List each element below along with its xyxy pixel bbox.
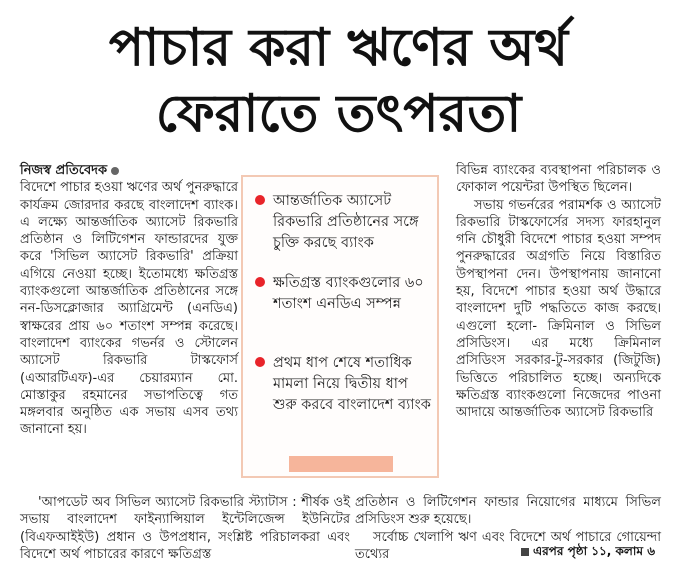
article-text-column-3-para-1: বিভিন্ন ব্যাংকের ব্যবস্থাপনা পরিচালক ও ফোকাল পয়েন্টরা উপস্থিত ছিলেন। <box>456 163 661 196</box>
square-icon <box>521 548 529 556</box>
article-text-column-1: বিদেশে পাচার হওয়া ঋণের অর্থ পুনরুদ্ধারে কার্যক্রম জোরদার করছে বাংলাদেশ ব্যাংক। এ লক্ষ্যে আন্তর্জাতিক অ্যাসেট রিকভারি প্রতিষ্ঠান ও লিটিগেশন ফান্ডারদের যুক্ত করে 'সিভিল অ্যাসেট রিকভারি' প্রক্রিয়া এগিয়ে নেওয়া হচ্ছে। ইতোমধ্যে ক্ষতিগ্রস্ত ব্যাংকগুলো আন্তর্জাতিক প্রতিষ্ঠানের সঙ্গে নন-ডিসক্লোজার অ্যাগ্রিমেন্ট (এনডিএ) স্বাক্ষরের প্রায় ৬০ শতাংশ সম্পন্ন করেছে। বাংলাদেশ ব্যাংকের গভর্নর ও স্টোলেন অ্যাসেট রিকভারি টাস্কফোর্স (এআরটিএফ)-এর চেয়ারম্যান মো. মোস্তাকুর রহমানের সভাপতিত্বে গত মঙ্গলবার অনুষ্ঠিত এক সভায় এসব তথ্য জানানো হয়। <box>20 180 238 438</box>
continued-on-page: এরপর পৃষ্ঠা ১১, কলাম ৬ <box>521 543 655 563</box>
bullet-icon <box>255 277 265 287</box>
decorative-bar <box>289 456 393 472</box>
bullet-icon <box>255 357 265 367</box>
headline-line-2: ফেরাতে তৎপরতা <box>155 84 522 144</box>
byline: নিজস্ব প্রতিবেদক <box>20 163 108 178</box>
bottom-right-para-2: সর্বোচ্চ খেলাপি ঋণ এবং বিদেশে অর্থ পাচারে গোয়েন্দা তথ্যের <box>355 529 661 562</box>
highlight-item: ক্ষতিগ্রস্ত ব্যাংকগুলোর ৬০ শতাংশ এনডিএ সম্পন্ন <box>257 273 433 315</box>
bullet-icon <box>255 195 265 205</box>
highlight-item: প্রথম ধাপ শেষে শতাধিক মামলা নিয়ে দ্বিতীয় ধাপ শুরু করবে বাংলাদেশ ব্যাংক <box>257 353 433 416</box>
article-column-3 <box>456 162 661 421</box>
highlight-box <box>241 175 439 478</box>
bottom-right-para-1: প্রতিষ্ঠান ও লিটিগেশন ফান্ডার নিয়োগের মাধ্যমে সিভিল প্রসিডিংস শুরু হয়েছে। <box>355 495 661 528</box>
highlight-item: আন্তর্জাতিক অ্যাসেট রিকভারি প্রতিষ্ঠানের সঙ্গে চুক্তি করছে ব্যাংক <box>257 191 433 254</box>
byline-dot-icon <box>111 167 119 175</box>
article-text-bottom-left: 'আপডেট অব সিভিল অ্যাসেট রিকভারি স্ট্যাটাস : শীর্ষক ওই সভায় বাংলাদেশ ফাইন্যান্সিয়াল ইন্টেলিজেন্স ইউনিটের (বিএফআইইউ) প্রধান ও উপপ্রধান, সংশ্লিষ্ট পরিচালকরা এবং বিদেশে অর্থ পাচারের কারণে ক্ষতিগ্রস্ত <box>20 495 350 562</box>
article-column-1 <box>20 162 238 439</box>
article-text-column-3-para-2: সভায় গভর্নরের পরামর্শক ও অ্যাসেট রিকভারি টাস্কফোর্সের সদস্য ফারহানুল গনি চৌধুরী বিদেশে পাচার হওয়া সম্পদ পুনরুদ্ধারের অগ্রগতি নিয়ে বিস্তারিত উপস্থাপনা দেন। উপস্থাপনায় জানানো হয়, বিদেশে পাচার হওয়া অর্থ উদ্ধারে বাংলাদেশ দুটি পদ্ধতিতে কাজ করছে। এগুলো হলো- ক্রিমিনাল ও সিভিল প্রসিডিংস। এর মধ্যে ক্রিমিনাল প্রসিডিংস সরকার-টু-সরকার (জিটুজি) ভিত্তিতে পরিচালিত হচ্ছে। অন্যদিকে ক্ষতিগ্রস্ত ব্যাংকগুলো নিজেদের পাওনা আদায়ে আন্তর্জাতিক অ্যাসেট রিকভারি <box>456 197 661 421</box>
headline-line-1: পাচার করা ঋণের অর্থ <box>108 18 569 78</box>
